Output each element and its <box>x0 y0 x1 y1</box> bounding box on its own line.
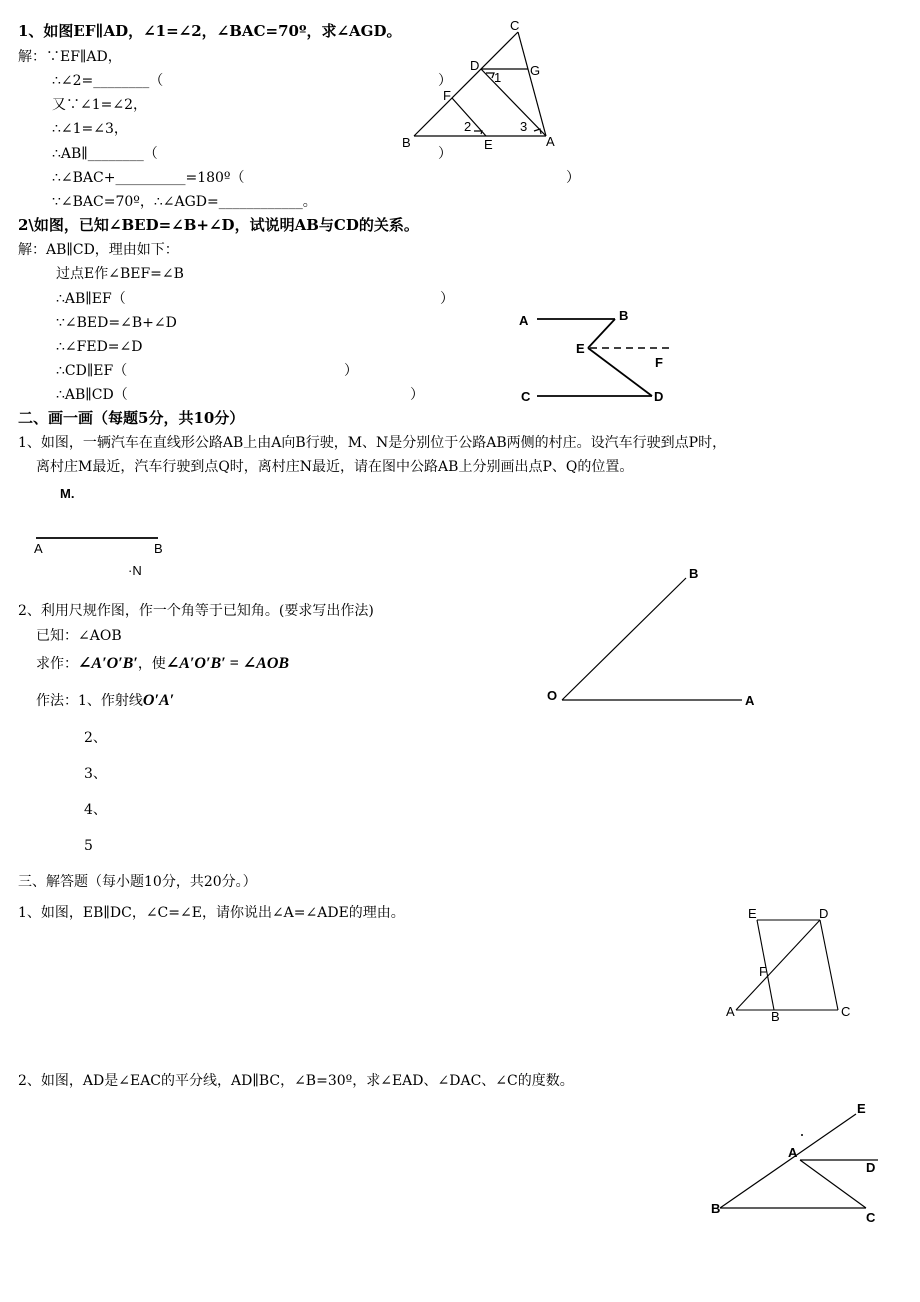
fig6-line-ac <box>800 1160 866 1208</box>
s2-step-2: 2、 <box>84 730 107 746</box>
fig2-label-e: E <box>576 341 585 356</box>
fig5-label-e: E <box>748 906 757 921</box>
s2-qiuzuo-mid: ，使 <box>137 656 166 672</box>
p2-line-3-close: ） <box>440 291 454 307</box>
fig5-label-a: A <box>726 1004 735 1019</box>
fig1-label-c: C <box>510 18 520 33</box>
figure-5 <box>736 920 838 1010</box>
fig1-label-b: B <box>402 135 411 150</box>
fig3-label-n: ·N <box>128 563 142 578</box>
p1-line-7: ∵∠BAC=70º，∴∠AGD=____________。 <box>52 194 317 210</box>
fig2-label-d: D <box>654 389 664 404</box>
p1-line-2-close: ） <box>438 73 452 89</box>
fig1-label-d: D <box>470 58 480 73</box>
p1-line-5-close: ） <box>438 146 452 162</box>
section-2-header: 二、画一画（每题5分，共10分） <box>18 409 245 427</box>
s3-q2: 2、如图，AD是∠EAC的平分线，AD∥BC，∠B=30º，求∠EAD、∠DAC、∠C的度数。 <box>18 1073 574 1089</box>
s2-q2: 2、利用尺规作图，作一个角等于已知角。(要求写出作法) <box>18 603 374 619</box>
p1-line-3: 又∵∠1=∠2， <box>52 97 148 113</box>
p1-line-4: ∴∠1=∠3， <box>52 121 128 137</box>
s2-step-5: 5 <box>84 838 93 854</box>
p2-line-7: ∴AB∥CD（ <box>56 387 128 403</box>
fig5-label-c: C <box>841 1004 851 1019</box>
fig1-angle-2-mark <box>474 131 482 134</box>
fig5-line-dc <box>820 920 838 1010</box>
fig1-label-3: 3 <box>520 119 528 134</box>
fig3-label-a: A <box>34 541 43 556</box>
p2-line-6-close: ） <box>344 363 358 379</box>
fig4-label-a: A <box>745 693 755 708</box>
fig4-label-b: B <box>689 566 699 581</box>
fig5-label-f: F <box>759 964 767 979</box>
fig2-label-a: A <box>519 313 529 328</box>
s2-qiuzuo-math2: ∠A′O′B′ = ∠AOB <box>165 655 290 672</box>
figure-4 <box>562 578 742 700</box>
p1-line-1: 解：∵EF∥AD， <box>18 49 122 65</box>
p2-line-5: ∴∠FED=∠D <box>56 339 143 355</box>
fig3-label-m: M. <box>60 486 75 501</box>
figure-6 <box>720 1114 878 1208</box>
fig6-label-d: D <box>866 1160 876 1175</box>
p2-line-7-close: ） <box>410 387 424 403</box>
fig1-label-1: 1 <box>494 70 502 85</box>
fig6-label-a: A <box>788 1145 798 1160</box>
p1-line-6-close: ） <box>566 170 580 186</box>
fig1-label-e: E <box>484 137 493 152</box>
fig6-stray-dot <box>801 1134 803 1136</box>
fig5-line-ad <box>736 920 820 1010</box>
s3-q1: 1、如图，EB∥DC，∠C=∠E，请你说出∠A=∠ADE的理由。 <box>18 905 405 921</box>
p2-line-3: ∴AB∥EF（ <box>56 291 126 307</box>
s2-step-3: 3、 <box>84 766 107 782</box>
fig4-ray-ob <box>562 578 686 700</box>
fig5-label-d: D <box>819 906 829 921</box>
p1-line-6: ∴∠BAC+__________=180º（ <box>52 170 245 186</box>
fig1-label-f: F <box>443 88 451 103</box>
fig2-line-be <box>588 319 615 348</box>
figure-2 <box>537 319 674 396</box>
problem-2-title: 2\如图，已知∠BED=∠B+∠D，试说明AB与CD的关系。 <box>18 216 419 234</box>
s2-q1-line-b: 离村庄M最近，汽车行驶到点Q时，离村庄N最近，请在图中公路AB上分别画出点P、Q的位置。 <box>36 459 634 475</box>
fig1-angle-3-mark <box>534 129 541 134</box>
fig2-label-b: B <box>619 308 629 323</box>
p2-line-4: ∵∠BED=∠B+∠D <box>56 315 177 331</box>
fig2-label-f: F <box>655 355 663 370</box>
fig2-line-ed <box>588 348 652 396</box>
p2-line-2: 过点E作∠BEF=∠B <box>56 266 184 282</box>
fig6-line-be <box>720 1114 856 1208</box>
p1-line-5: ∴AB∥________（ <box>52 146 158 162</box>
fig2-label-c: C <box>521 389 531 404</box>
section-3-header: 三、解答题（每小题10分，共20分。） <box>18 874 257 890</box>
p2-line-1: 解：AB∥CD，理由如下： <box>18 242 179 258</box>
fig6-label-c: C <box>866 1210 876 1225</box>
problem-1-title: 1、如图EF∥AD，∠1=∠2，∠BAC=70º，求∠AGD。 <box>18 22 402 40</box>
s2-zuofa-math: O′A′ <box>142 692 175 709</box>
fig3-label-b: B <box>154 541 163 556</box>
p1-line-2: ∴∠2=________（ <box>52 73 164 89</box>
s2-qiuzuo-math: ∠A′O′B′ <box>78 655 138 672</box>
p2-line-6: ∴CD∥EF（ <box>56 363 128 379</box>
fig1-line-da <box>481 69 546 136</box>
fig4-label-o: O <box>547 688 558 703</box>
fig1-label-g: G <box>530 63 541 78</box>
s2-zuofa-label: 作法：1、作射线 <box>36 693 143 709</box>
fig5-label-b: B <box>771 1009 780 1024</box>
s2-q1-line-a: 1、如图，一辆汽车在直线形公路AB上由A向B行驶，M、N是分别位于公路AB两侧的村庄。设汽车行驶到点P时， <box>18 435 727 451</box>
fig1-label-2: 2 <box>464 119 472 134</box>
s2-step-4: 4、 <box>84 802 107 818</box>
fig1-label-a: A <box>546 134 555 149</box>
fig6-label-e: E <box>857 1101 866 1116</box>
s2-known: 已知：∠AOB <box>36 628 122 644</box>
fig6-label-b: B <box>711 1201 721 1216</box>
s2-qiuzuo-label: 求作： <box>36 656 78 672</box>
